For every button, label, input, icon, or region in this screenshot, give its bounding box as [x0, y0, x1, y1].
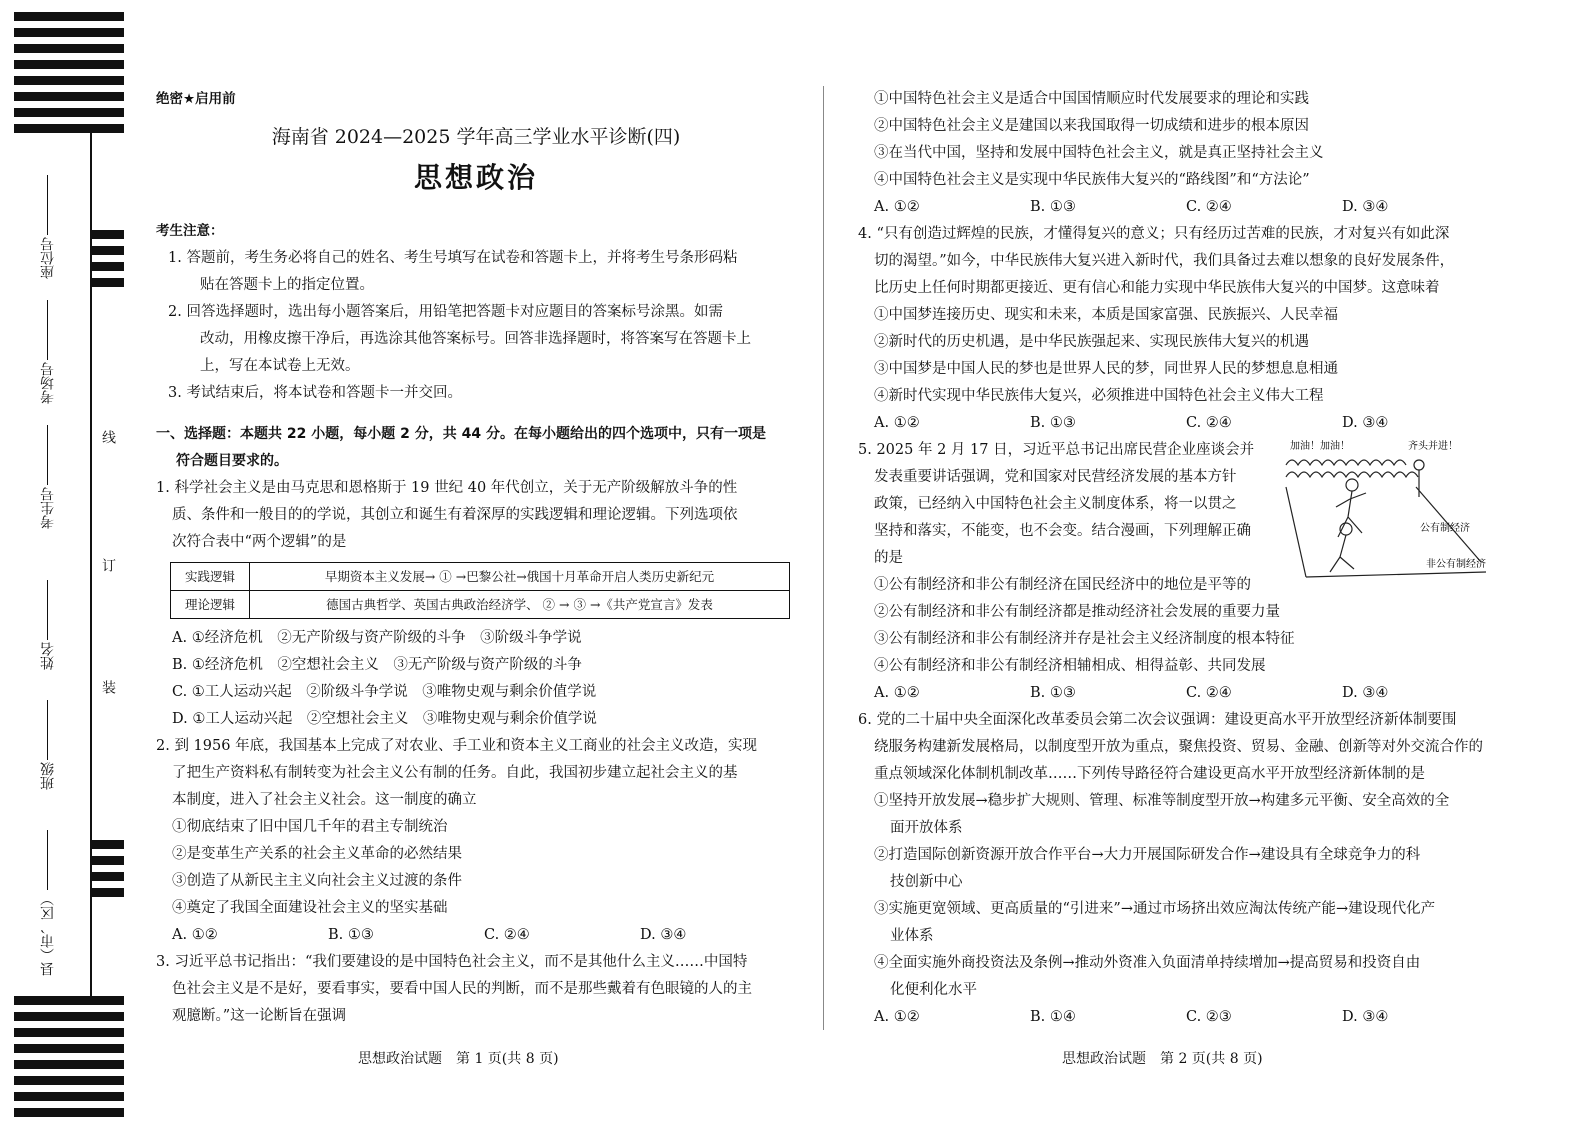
answer-choices — [156, 922, 796, 949]
binding-mark-line: 线 — [100, 430, 116, 444]
margin-bar — [90, 856, 124, 865]
answer-option[interactable]: C. ①工人运动兴起 ②阶级斗争学说 ③唯物史观与剩余价值学说 — [172, 684, 597, 700]
answer-option[interactable]: D. ①工人运动兴起 ②空想社会主义 ③唯物史观与剩余价值学说 — [172, 711, 597, 727]
statement-item-cont: 面开放体系 — [890, 820, 963, 836]
section-heading-cont: 符合题目要求的。 — [176, 453, 288, 469]
answer-choices — [858, 680, 1498, 707]
margin-bar — [14, 1012, 124, 1021]
margin-bar — [14, 12, 124, 21]
notice-item: 2. 回答选择题时，选出每小题答案后，用铅笔把答题卡对应题目的答案标号涂黑。如需 — [168, 304, 723, 320]
answer-option[interactable]: B. ①③ — [328, 927, 374, 943]
county-field[interactable]: 县（市、区） — [38, 830, 68, 976]
answer-choices — [858, 1004, 1498, 1031]
answer-option[interactable]: A. ①② — [874, 685, 920, 701]
answer-option[interactable]: D. ③④ — [1342, 685, 1389, 701]
statement-item-cont: 化便利化水平 — [890, 982, 977, 998]
notice-item: 改动，用橡皮擦干净后，再选涂其他答案标号。回答非选择题时，将答案写在答题卡上 — [200, 331, 751, 347]
name-field[interactable]: 姓名 — [38, 580, 68, 670]
margin-bar — [14, 44, 124, 53]
question-stem: 重点领域深化体制机制改革……下列传导路径符合建设更高水平开放型经济新体制的是 — [874, 766, 1425, 782]
question-stem: 2. 到 1956 年底，我国基本上完成了对农业、手工业和资本主义工商业的社会主义改造，实现 — [156, 738, 758, 754]
question-3 — [156, 949, 796, 1030]
margin-bar — [14, 1076, 124, 1085]
question-stem: 了把生产资料私有制转变为社会主义公有制的任务。自此，我国初步建立起社会主义的基 — [172, 765, 738, 781]
margin-bar — [14, 1108, 124, 1117]
answer-option[interactable]: D. ③④ — [640, 927, 687, 943]
statement-item: ①中国梦连接历史、现实和未来，本质是国家富强、民族振兴、人民幸福 — [874, 307, 1338, 323]
question-stem: 3. 习近平总书记指出：“我们要建设的是中国特色社会主义，而不是其他什么主义……中国特 — [156, 954, 748, 970]
statement-item: ④中国特色社会主义是实现中华民族伟大复兴的“路线图”和“方法论” — [874, 172, 1310, 188]
binding-mark-bind: 装 — [100, 680, 116, 694]
margin-bar — [14, 108, 124, 117]
notice-item: 1. 答题前，考生务必将自己的姓名、考生号填写在试卷和答题卡上，并将考生号条形码粘 — [168, 250, 738, 266]
question-stem: 次符合表中“两个逻辑”的是 — [172, 534, 347, 550]
table-row — [171, 591, 790, 619]
cartoon-public-label: 公有制经济 — [1420, 523, 1470, 534]
table-cell: 实践逻辑 — [171, 563, 250, 591]
answer-option[interactable]: B. ①③ — [1030, 199, 1076, 215]
question-stem: 4. “只有创造过辉煌的民族，才懂得复兴的意义；只有经历过苦难的民族，才对复兴有如此深 — [858, 226, 1450, 242]
question-stem: 绕服务构建新发展格局，以制度型开放为重点，聚焦投资、贸易、金融、创新等对外交流合作的 — [874, 739, 1483, 755]
class-field[interactable]: 班级 — [38, 700, 68, 790]
exam-room-field[interactable]: 考场号 — [38, 300, 68, 404]
table-cell: 早期资本主义发展→ ① →巴黎公社→俄国十月革命开启人类历史新纪元 — [250, 563, 790, 591]
margin-bar — [90, 278, 124, 287]
statement-item: ④奠定了我国全面建设社会主义的坚实基础 — [172, 900, 448, 916]
question-stem: 1. 科学社会主义是由马克思和恩格斯于 19 世纪 40 年代创立，关于无产阶级解放斗争的性 — [156, 480, 738, 496]
margin-bar — [14, 92, 124, 101]
answer-option[interactable]: D. ③④ — [1342, 199, 1389, 215]
question-3-continued — [858, 86, 1498, 221]
question-5 — [858, 437, 1498, 707]
statement-item-cont: 技创新中心 — [890, 874, 963, 890]
question-stem: 坚持和落实，不能变，也不会变。结合漫画，下列理解正确 — [874, 523, 1251, 539]
statement-item: ②公有制经济和非公有制经济都是推动经济社会发展的重要力量 — [874, 604, 1280, 620]
question-stem: 的是 — [874, 550, 903, 566]
seat-number-field[interactable]: 座位号 — [38, 175, 68, 279]
statement-item: ③在当代中国，坚持和发展中国特色社会主义，就是真正坚持社会主义 — [874, 145, 1324, 161]
answer-option[interactable]: B. ①③ — [1030, 415, 1076, 431]
margin-bar — [90, 262, 124, 271]
question-stem: 切的渴望。”如今，中华民族伟大复兴进入新时代，我们具备过去难以想象的良好发展条件， — [874, 253, 1455, 269]
binding-spine — [90, 128, 92, 1003]
answer-option[interactable]: A. ①经济危机 ②无产阶级与资产阶级的斗争 ③阶级斗争学说 — [172, 630, 582, 646]
margin-bar — [14, 124, 124, 133]
statement-item: ①彻底结束了旧中国几千年的君主专制统治 — [172, 819, 448, 835]
statement-item: ③创造了从新民主主义向社会主义过渡的条件 — [172, 873, 462, 889]
question-stem: 比历史上任何时期都更接近、更有信心和能力实现中华民族伟大复兴的中国梦。这意味着 — [874, 280, 1440, 296]
margin-bar — [90, 246, 124, 255]
question-4 — [858, 221, 1498, 437]
cartoon-cheer-text: 加油！加油！ — [1290, 441, 1350, 452]
notice-item: 上，写在本试卷上无效。 — [200, 358, 360, 374]
statement-item: ②是变革生产关系的社会主义革命的必然结果 — [172, 846, 462, 862]
answer-option[interactable]: C. ②③ — [1186, 1009, 1232, 1025]
margin-bar — [14, 60, 124, 69]
answer-option[interactable]: D. ③④ — [1342, 415, 1389, 431]
column-divider — [823, 86, 824, 1030]
page-footer-left: 思想政治试题 第 1 页(共 8 页) — [358, 1051, 559, 1067]
margin-bar — [14, 1044, 124, 1053]
answer-option[interactable]: D. ③④ — [1342, 1009, 1389, 1025]
answer-option[interactable]: A. ①② — [874, 1009, 920, 1025]
question-stem: 政策，已经纳入中国特色社会主义制度体系，将一以贯之 — [874, 496, 1237, 512]
margin-bar — [14, 28, 124, 37]
margin-bar — [14, 996, 124, 1005]
race-cartoon-image — [1276, 437, 1498, 587]
question-stem: 发表重要讲话强调，党和国家对民营经济发展的基本方针 — [874, 469, 1237, 485]
exam-title: 海南省 2024—2025 学年高三学业水平诊断(四) — [271, 126, 681, 148]
secret-label: 绝密★启用前 — [156, 91, 236, 107]
question-1 — [156, 475, 796, 733]
question-stem: 色社会主义是不是好，要看事实，要看中国人民的判断，而不是那些戴着有色眼镜的人的主 — [172, 981, 752, 997]
question-stem: 观臆断。”这一论断旨在强调 — [172, 1008, 347, 1024]
question-stem: 本制度，进入了社会主义社会。这一制度的确立 — [172, 792, 477, 808]
statement-item: ②打造国际创新资源开放合作平台→大力开展国际研发合作→建设具有全球竞争力的科 — [874, 847, 1421, 863]
section-heading: 一、选择题：本题共 22 小题，每小题 2 分，共 44 分。在每小题给出的四个选项中，只有一项是 — [156, 426, 766, 442]
answer-option[interactable]: C. ②④ — [1186, 199, 1232, 215]
notice-heading: 考生注意： — [156, 223, 224, 239]
statement-item: ①中国特色社会主义是适合中国国情顺应时代发展要求的理论和实践 — [874, 91, 1309, 107]
binding-mark-staple: 订 — [100, 558, 116, 572]
answer-option[interactable]: C. ②④ — [1186, 415, 1232, 431]
answer-option[interactable]: B. ①④ — [1030, 1009, 1076, 1025]
margin-bar — [90, 840, 124, 849]
statement-item: ④全面实施外商投资法及条例→推动外资准入负面清单持续增加→提高贸易和投资自由 — [874, 955, 1421, 971]
statement-item: ①公有制经济和非公有制经济在国民经济中的地位是平等的 — [874, 577, 1251, 593]
margin-bar — [90, 872, 124, 881]
answer-option[interactable]: C. ②④ — [1186, 685, 1232, 701]
cartoon-private-label: 非公有制经济 — [1426, 559, 1486, 570]
statement-item: ③实施更宽领域、更高质量的“引进来”→通过市场挤出效应淘汰传统产能→建设现代化产 — [874, 901, 1436, 917]
notice-item: 3. 考试结束后，将本试卷和答题卡一并交回。 — [168, 385, 462, 401]
statement-item: ②中国特色社会主义是建国以来我国取得一切成绩和进步的根本原因 — [874, 118, 1309, 134]
table-cell: 理论逻辑 — [171, 591, 250, 619]
margin-bar — [14, 1028, 124, 1037]
candidate-number-field[interactable]: 考生号 — [38, 425, 68, 529]
statement-item: ①坚持开放发展→稳步扩大规则、管理、标准等制度型开放→构建多元平衡、安全高效的全 — [874, 793, 1450, 809]
answer-choices — [858, 194, 1498, 221]
question-stem: 质、条件和一般目的的学说，其创立和诞生有着深厚的实践逻辑和理论逻辑。下列选项依 — [172, 507, 738, 523]
margin-bar — [14, 1060, 124, 1069]
statement-item-cont: 业体系 — [890, 928, 934, 944]
question-stem: 6. 党的二十届中央全面深化改革委员会第二次会议强调：建设更高水平开放型经济新体制要围 — [858, 712, 1457, 728]
statement-item: ③中国梦是中国人民的梦也是世界人民的梦，同世界人民的梦想息息相通 — [874, 361, 1338, 377]
statement-item: ②新时代的历史机遇，是中华民族强起来、实现民族伟大复兴的机遇 — [874, 334, 1309, 350]
cartoon-shout-text: 齐头并进！ — [1408, 441, 1458, 452]
statement-item: ④新时代实现中华民族伟大复兴，必须推进中国特色社会主义伟大工程 — [874, 388, 1324, 404]
answer-option[interactable]: A. ①② — [172, 927, 218, 943]
answer-option[interactable]: B. ①经济危机 ②空想社会主义 ③无产阶级与资产阶级的斗争 — [172, 657, 582, 673]
table-cell: 德国古典哲学、英国古典政治经济学、 ② → ③ →《共产党宣言》发表 — [250, 591, 790, 619]
table-row — [171, 563, 790, 591]
page-footer-right: 思想政治试题 第 2 页(共 8 页) — [1062, 1051, 1263, 1067]
answer-option[interactable]: A. ①② — [874, 415, 920, 431]
question-6 — [858, 707, 1498, 1031]
logic-table — [170, 562, 790, 619]
answer-option[interactable]: C. ②④ — [484, 927, 530, 943]
answer-option[interactable]: B. ①③ — [1030, 685, 1076, 701]
margin-bar — [14, 1092, 124, 1101]
margin-bar — [14, 76, 124, 85]
question-2 — [156, 733, 796, 949]
notice-item: 贴在答题卡上的指定位置。 — [200, 277, 374, 293]
question-stem: 5. 2025 年 2 月 17 日，习近平总书记出席民营企业座谈会并 — [858, 442, 1255, 458]
subject-title: 思想政治 — [413, 161, 538, 194]
page-2-column — [858, 86, 1498, 1031]
statement-item: ③公有制经济和非公有制经济并存是社会主义经济制度的根本特征 — [874, 631, 1295, 647]
statement-item: ④公有制经济和非公有制经济相辅相成、相得益彰、共同发展 — [874, 658, 1266, 674]
answer-option[interactable]: A. ①② — [874, 199, 920, 215]
answer-choices — [858, 410, 1498, 437]
margin-bar — [90, 888, 124, 897]
page-1-column — [156, 86, 796, 1030]
margin-bar — [90, 230, 124, 239]
